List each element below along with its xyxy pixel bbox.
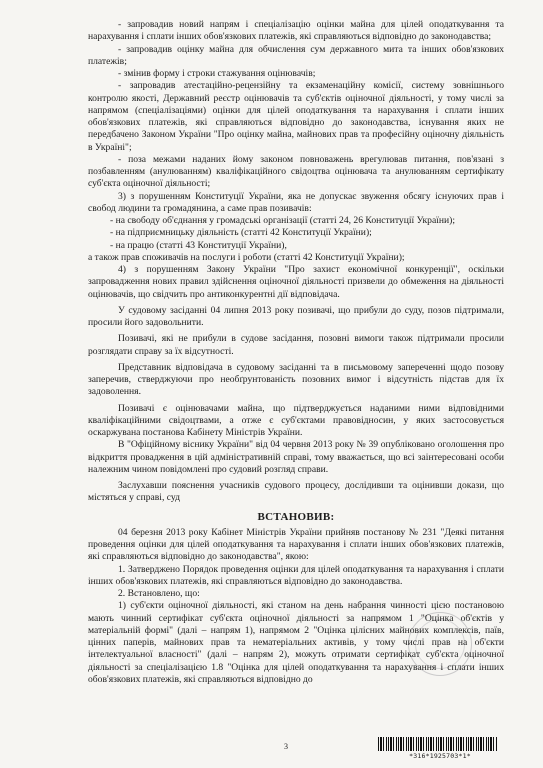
paragraph: У судовому засіданні 04 липня 2013 року позивачі, що прибули до суду, позов підтримали, просили його задовольнити. <box>88 304 504 328</box>
paragraph: 3) з порушенням Конституції України, яка не допускає звуження обсягу існуючих прав і свобод людини та громадянина, а саме прав позивачів: <box>88 190 504 214</box>
page-number: 3 <box>284 742 288 751</box>
paragraph: 2. Встановлено, що: <box>118 588 200 599</box>
section-heading: ВСТАНОВИВ: <box>257 510 335 523</box>
paragraph: - запровадив оцінку майна для обчислення сум державного мита та інших обов'язкових платежів; <box>88 43 504 67</box>
paragraph: Позивачі є оцінювачами майна, що підтверджується наданими ними відповідними кваліфікаційними свідоцтвами, а отже є суб'єктами правовідносин, у яких застосовується оскаржувана постанова Кабінету Міністрів України. <box>88 402 504 438</box>
barcode-icon <box>378 737 498 751</box>
paragraph: 4) з порушенням Закону України "Про захист економічної конкуренції", оскільки запровадження нових правил здійснення оціночної діяльності призвели до обмеження на діяльності оцінювачів, що свідчить про антиконкурентні дії відповідача. <box>88 264 504 300</box>
paragraph: - запровадив атестаційно-рецензійну та екзаменаційну комісії, систему зовнішнього контролю якості, Державний реєстр оцінювачів та суб'єктів оціночної діяльності, у тому числі за напрямом (спеціалізаціями) оцінки для цілей оподаткування та нарахування і сплати інших обов'язкових платежів, які справляються відповідно до законодавства, існування яких не передбачено Законом України "Про оцінку майна, майнових прав та професійну оціночну діяльність в Україні"; <box>88 80 504 153</box>
paragraph: а також прав споживачів на послуги і роботи (статті 42 Конституції України); <box>88 251 405 263</box>
paragraph: - поза межами наданих йому законом повноважень врегулював питання, пов'язані з позбавленням (анулюванням) кваліфікаційного свідоцтва оцінювача та анулюванням сертифікату суб'єкта оціночної діяльності; <box>88 153 504 190</box>
paragraph: В "Офіційному віснику України" від 04 червня 2013 року № 39 опубліковано оголошення про відкриття провадження в цій адміністративній справі, тому вважається, що всі заінтересовані особи належним чином повідомлені про судовий розгляд справи. <box>88 439 504 475</box>
paragraph: - на свободу об'єднання у громадські організації (статті 24, 26 Конституції України); <box>110 215 456 226</box>
paragraph: - на працю (статті 43 Конституції України), <box>110 239 287 251</box>
paragraph: - змінив форму і строки стажування оцінювачів; <box>118 68 316 79</box>
document-body <box>88 19 504 686</box>
paragraph: 1) суб'єкти оціночної діяльності, які станом на день набрання чинності цією постановою мають чинний сертифікат суб'єкта оціночної діяльності за напрямом 1 "Оцінка об'єктів у матеріальній формі" (далі – напрям 1), напрямом 2 "Оцінка цілісних майнових комплексів, паїв, цінних паперів, майнових прав та нематеріальних активів, у тому числі прав на об'єкти інтелектуальної власності" (далі – напрям 2), можуть отримати сертифікат суб'єкта оціночної діяльності за спеціалізацією 1.8 "Оцінка для цілей оподаткування та нарахування і сплати інших обов'язкових платежів, які справляються відповідно до <box>88 600 504 685</box>
paragraph: 1. Затверджено Порядок проведення оцінки для цілей оподаткування та нарахування і сплати інших обов'язкових платежів, які справляються відповідно до законодавства. <box>88 563 504 587</box>
paragraph: 04 березня 2013 року Кабінет Міністрів України прийняв постанову № 231 "Деякі питання проведення оцінки для цілей оподаткування та нарахування і сплати інших обов'язкових платежів, які справляються відповідно до законодавства", якою: <box>88 526 504 563</box>
paragraph: - на підприємницьку діяльність (статті 42 Конституції України); <box>110 227 372 239</box>
barcode-number: *316*1925703*1* <box>409 752 471 760</box>
paragraph: - запровадив новий напрям і спеціалізацію оцінки майна для цілей оподаткування та нарахування і сплати інших обов'язкових платежів, які справляються відповідно до законодавства; <box>88 19 504 43</box>
paragraph: Заслухавши пояснення учасників судового процесу, дослідивши та оцінивши докази, що містяться у справі, суд <box>88 480 504 504</box>
document-barcode <box>370 737 510 763</box>
paragraph: Представник відповідача в судовому засіданні та в письмовому запереченні щодо позову заперечив, стверджуючи про необґрунтованість позовних вимог і відсутність підстав для їх задоволення. <box>88 361 504 398</box>
paragraph: Позивачі, які не прибули в судове засідання, позовні вимоги також підтримали просили розглядати справу за їх відсутності. <box>88 333 504 357</box>
